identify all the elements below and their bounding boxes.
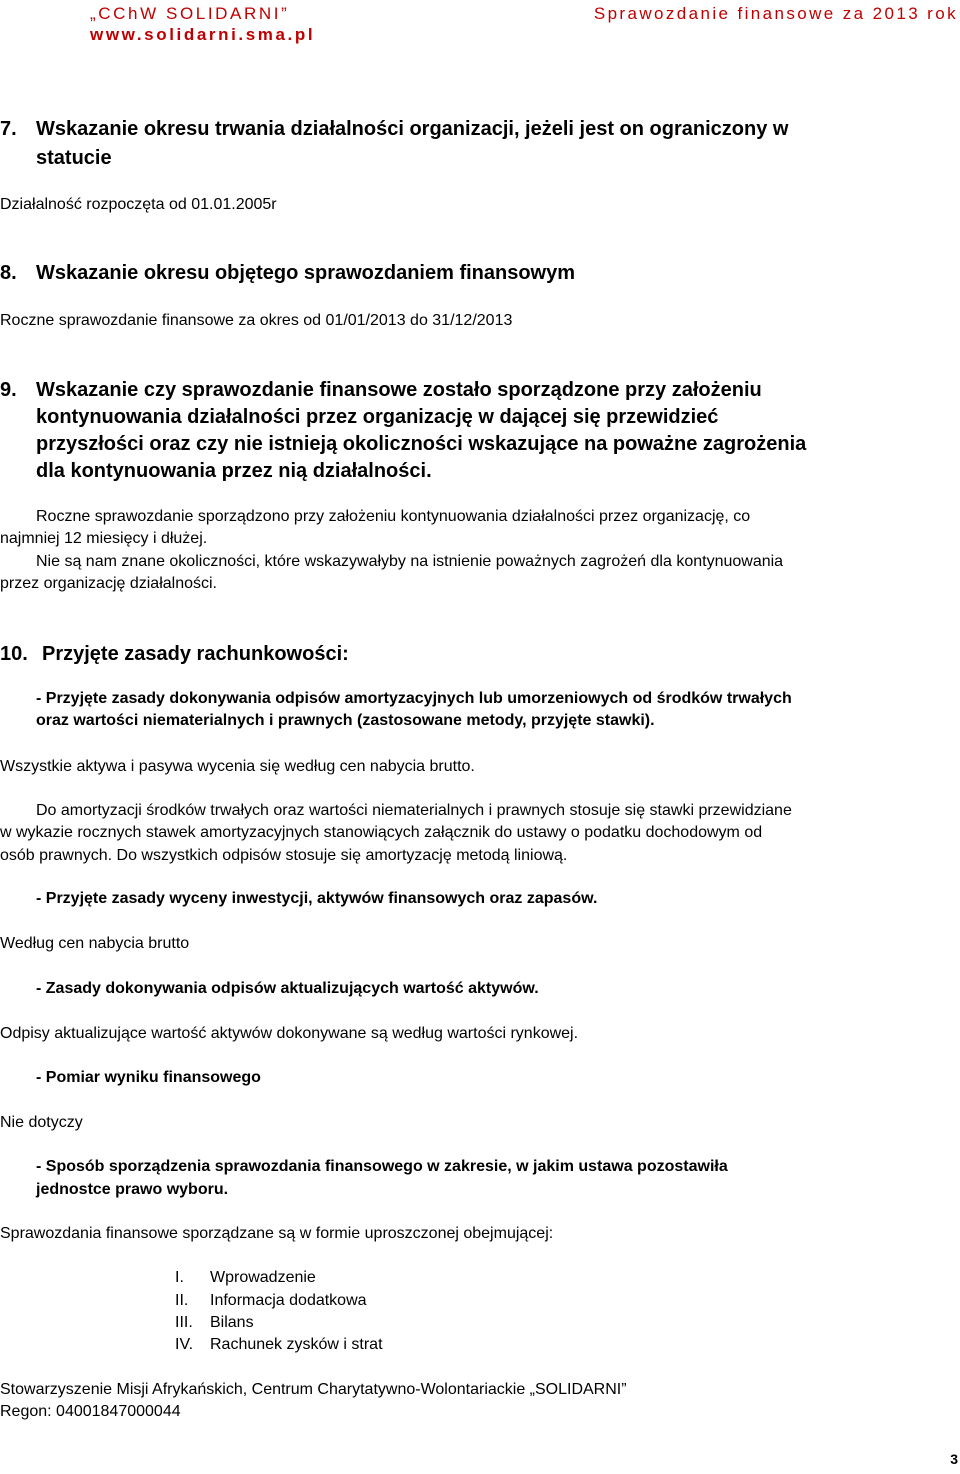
paragraph-line: Nie dotyczy xyxy=(0,1114,83,1131)
section-title-line: dla kontynuowania przez nią działalności. xyxy=(36,460,432,482)
list-item-label: Informacja dodatkowa xyxy=(210,1292,367,1309)
subsection-title-line: oraz wartości niematerialnych i prawnych (zastosowane metody, przyjęte stawki). xyxy=(36,712,655,729)
paragraph-line: przez organizację działalności. xyxy=(0,575,217,592)
list-item-label: Wprowadzenie xyxy=(210,1269,316,1286)
section-number: 10. xyxy=(0,643,28,665)
subsection-title: - Przyjęte zasady wyceny inwestycji, aktywów finansowych oraz zapasów. xyxy=(36,890,598,907)
section-title-line: Wskazanie okresu trwania działalności organizacji, jeżeli jest on ograniczony w xyxy=(36,118,789,140)
footer-regon: Regon: 04001847000044 xyxy=(0,1403,181,1420)
list-item xyxy=(175,1267,316,1289)
header-org-name: „CChW SOLIDARNI” xyxy=(90,4,290,23)
subsection-title: - Zasady dokonywania odpisów aktualizujących wartość aktywów. xyxy=(36,980,539,997)
paragraph-line: najmniej 12 miesięcy i dłużej. xyxy=(0,530,208,547)
header-url[interactable]: www.solidarni.sma.pl xyxy=(90,25,316,44)
list-item xyxy=(175,1334,383,1356)
paragraph-line: osób prawnych. Do wszystkich odpisów stosuje się amortyzację metodą liniową. xyxy=(0,847,568,864)
section-title-line: Wskazanie okresu objętego sprawozdaniem finansowym xyxy=(36,262,576,284)
paragraph-line: Wszystkie aktywa i pasywa wycenia się według cen nabycia brutto. xyxy=(0,758,475,775)
subsection-title: - Pomiar wyniku finansowego xyxy=(36,1069,261,1086)
list-item-label: Rachunek zysków i strat xyxy=(210,1336,383,1353)
subsection-title-line: - Przyjęte zasady dokonywania odpisów amortyzacyjnych lub umorzeniowych od środków trwałych xyxy=(36,690,792,707)
section-8-text: Roczne sprawozdanie finansowe za okres od 01/01/2013 do 31/12/2013 xyxy=(0,312,513,329)
section-title-line: przyszłości oraz czy nie istnieją okoliczności wskazujące na poważne zagrożenia xyxy=(36,433,807,455)
list-item xyxy=(175,1290,367,1312)
paragraph-line: Według cen nabycia brutto xyxy=(0,935,190,952)
section-title-line: Wskazanie czy sprawozdanie finansowe zostało sporządzone przy założeniu xyxy=(36,379,762,401)
list-item xyxy=(175,1312,254,1334)
section-number: 7. xyxy=(0,118,17,140)
list-item-number: IV. xyxy=(175,1336,194,1353)
section-number: 8. xyxy=(0,262,17,284)
section-7-text: Działalność rozpoczęta od 01.01.2005r xyxy=(0,196,277,213)
subsection-title-line: jednostce prawo wyboru. xyxy=(36,1181,229,1198)
list-item-number: II. xyxy=(175,1292,189,1309)
footer-org: Stowarzyszenie Misji Afrykańskich, Centrum Charytatywno-Wolontariackie „SOLIDARNI” xyxy=(0,1381,627,1398)
paragraph-line: Sprawozdania finansowe sporządzane są w formie uproszczonej obejmującej: xyxy=(0,1225,554,1242)
list-item-label: Bilans xyxy=(210,1314,254,1331)
list-item-number: III. xyxy=(175,1314,193,1331)
paragraph-line: Odpisy aktualizujące wartość aktywów dokonywane są według wartości rynkowej. xyxy=(0,1025,579,1042)
section-title-line: Przyjęte zasady rachunkowości: xyxy=(42,643,349,665)
paragraph-line: Roczne sprawozdanie sporządzono przy założeniu kontynuowania działalności przez organizację, co xyxy=(36,508,751,525)
list-item-number: I. xyxy=(175,1269,184,1286)
section-title-line: kontynuowania działalności przez organizację w dającej się przewidzieć xyxy=(36,406,719,428)
paragraph-line: Do amortyzacji środków trwałych oraz wartości niematerialnych i prawnych stosuje się stawki przewidziane xyxy=(36,802,792,819)
page-number: 3 xyxy=(950,1451,958,1467)
section-number: 9. xyxy=(0,379,17,401)
section-title-line: statucie xyxy=(36,147,112,169)
header-report-title: Sprawozdanie finansowe za 2013 rok xyxy=(593,4,958,23)
subsection-title-line: - Sposób sporządzenia sprawozdania finansowego w zakresie, w jakim ustawa pozostawiła xyxy=(36,1158,728,1175)
paragraph-line: Nie są nam znane okoliczności, które wskazywałyby na istnienie poważnych zagrożeń dla kontynuowania xyxy=(36,553,784,570)
paragraph-line: w wykazie rocznych stawek amortyzacyjnych stanowiących załącznik do ustawy o podatku dochodowym od xyxy=(0,824,763,841)
